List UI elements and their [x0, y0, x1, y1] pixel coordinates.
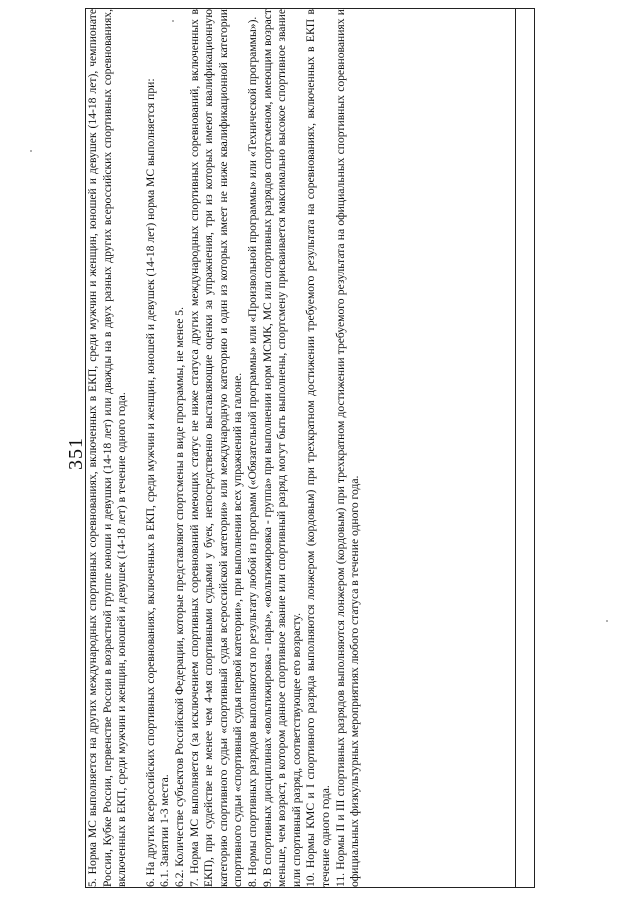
page-number: 351 [65, 437, 87, 470]
paragraph: 8. Нормы спортивных разрядов выполняются по результату любой из программ («Обязательной программы» или «Произвольной программы» или «Технической программы»). [245, 16, 259, 887]
paragraph-gap [130, 9, 144, 887]
document-table-frame [85, 8, 535, 888]
paragraph: 10. Нормы КМС и I спортивного разряда выполняются лонжером (кордовым) при трехкратном достижении требуемого результата на соревнованиях, включенных в ЕКП в течение одного года. [304, 9, 332, 887]
scan-speck [172, 20, 174, 22]
content-cell [86, 9, 516, 888]
document-table [85, 8, 535, 888]
blank-cell [516, 9, 535, 888]
paragraph: 6.1. Занятии 1-3 места. [158, 774, 172, 887]
paragraph: 9. В спортивных дисциплинах «вольтижировка - пары», «вольтижировка - группа» при выполнении норм МСМК, МС или спортивных разрядов спортсменом, имеющим возраст меньше, чем возраст, в котором данное спортивное звание или спортивный разряд могут быть выполнены, спортсмену присваивается максимально высокое спортивное звание или спортивный разряд, соответствующее его возрасту. [260, 9, 303, 887]
paragraph: 6. На других всероссийских спортивных соревнованиях, включенных в ЕКП, среди мужчин и женщин, юношей и девушек (14-18 лет) норма МС выполняется при: [143, 78, 157, 887]
paragraph: 7. Норма МС выполняется (за исключением спортивных соревнований имеющих статус не ниже статуса других международных спортивных соревнований, включенных в ЕКП), при судействе не менее чем 4-мя спортивными судьями у буек, непосредственно выставляющие оценки за упражнения, три из которых имеют квалификационную категорию спортивного судьи «спортивный судья всероссийской категории» или международную категорию и один из которых имеет не ниже квалификационной категории спортивного судьи «спортивный судья первой категории», при выполнении всех упражнений на галоне. [187, 9, 245, 887]
paragraph: 6.2. Количестве субъектов Российской Федерации, которые представляют спортсмены в виде программы, не менее 5. [172, 307, 186, 887]
scan-speck [30, 150, 32, 152]
scan-speck [606, 620, 608, 622]
paragraph: 11. Нормы II и III спортивных разрядов выполняются лонжером (кордовым) при трехкратном достижении требуемого результата на официальных спортивных соревнованиях и официальных физкультурных мероприятиях любого статуса в течение одного года. [333, 9, 362, 887]
paragraph: 5. Норма МС выполняется на других международных спортивных соревнованиях, включенных в ЕКП, среди мужчин и женщин, юношей и девушек (14-18 лет), чемпионате России, Кубке России, первенстве России в возрастной группе юноши и девушки (14-18 лет) или дважды на в двух разных других всероссийских спортивных соревнованиях, включенных в ЕКП, среди мужчин и женщин, юношей и девушек (14-18 лет) в течение одного года. [86, 9, 129, 887]
